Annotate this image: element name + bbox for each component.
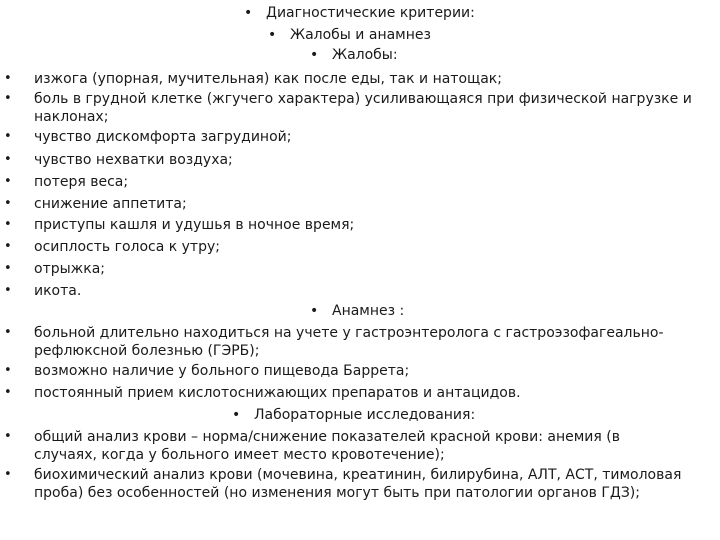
bullet-marker: •	[310, 47, 319, 63]
list-item: снижение аппетита;	[34, 196, 187, 212]
heading-complaints	[310, 46, 398, 64]
list-item-continuation: наклонах;	[34, 109, 109, 125]
list-item: осиплость голоса к утру;	[34, 239, 220, 255]
list-item-continuation: случаях, когда у больного имеет место кровотечение);	[34, 447, 445, 463]
heading-lab-tests	[232, 406, 475, 424]
bullet-marker: •	[4, 196, 12, 211]
list-item: больной длительно находиться на учете у гастроэнтеролога с гастроэзофагеально-	[34, 325, 664, 341]
bullet-marker: •	[4, 261, 12, 276]
heading-history	[310, 302, 404, 320]
bullet-marker: •	[4, 239, 12, 254]
list-item-continuation: рефлюксной болезнью (ГЭРБ);	[34, 343, 260, 359]
list-item: постоянный прием кислотоснижающих препаратов и антацидов.	[34, 385, 521, 401]
bullet-marker: •	[4, 385, 12, 400]
heading-text: Анамнез :	[332, 303, 405, 319]
list-item: биохимический анализ крови (мочевина, креатинин, билирубина, АЛТ, АСТ, тимоловая	[34, 467, 682, 483]
heading-text: Лабораторные исследования:	[254, 407, 476, 423]
heading-complaints-and-history	[268, 26, 431, 44]
list-item: отрыжка;	[34, 261, 106, 277]
bullet-marker: •	[244, 5, 253, 21]
heading-text: Жалобы:	[332, 47, 398, 63]
list-item: потеря веса;	[34, 174, 129, 190]
list-item: икота.	[34, 283, 82, 299]
bullet-marker: •	[4, 325, 12, 340]
bullet-marker: •	[268, 27, 277, 43]
bullet-marker: •	[4, 217, 12, 232]
bullet-marker: •	[4, 129, 12, 144]
list-item-continuation: проба) без особенностей (но изменения могут быть при патологии органов ГДЗ);	[34, 485, 640, 501]
list-item: чувство нехватки воздуха;	[34, 152, 233, 168]
heading-diagnostic-criteria	[244, 4, 475, 22]
heading-text: Жалобы и анамнез	[290, 27, 431, 43]
heading-text: Диагностические критерии:	[266, 5, 475, 21]
bullet-marker: •	[4, 283, 12, 298]
bullet-marker: •	[232, 407, 241, 423]
bullet-marker: •	[4, 71, 12, 86]
list-item: изжога (упорная, мучительная) как после еды, так и натощак;	[34, 71, 502, 87]
list-item: общий анализ крови – норма/снижение показателей красной крови: анемия (в	[34, 429, 620, 445]
bullet-marker: •	[4, 429, 12, 444]
bullet-marker: •	[4, 363, 12, 378]
bullet-marker: •	[4, 91, 12, 106]
list-item: приступы кашля и удушья в ночное время;	[34, 217, 355, 233]
bullet-marker: •	[4, 152, 12, 167]
bullet-marker: •	[4, 467, 12, 482]
list-item: чувство дискомфорта загрудиной;	[34, 129, 292, 145]
list-item: возможно наличие у больного пищевода Баррета;	[34, 363, 410, 379]
bullet-marker: •	[310, 303, 319, 319]
list-item: боль в грудной клетке (жгучего характера) усиливающаяся при физической нагрузке и	[34, 91, 692, 107]
bullet-marker: •	[4, 174, 12, 189]
